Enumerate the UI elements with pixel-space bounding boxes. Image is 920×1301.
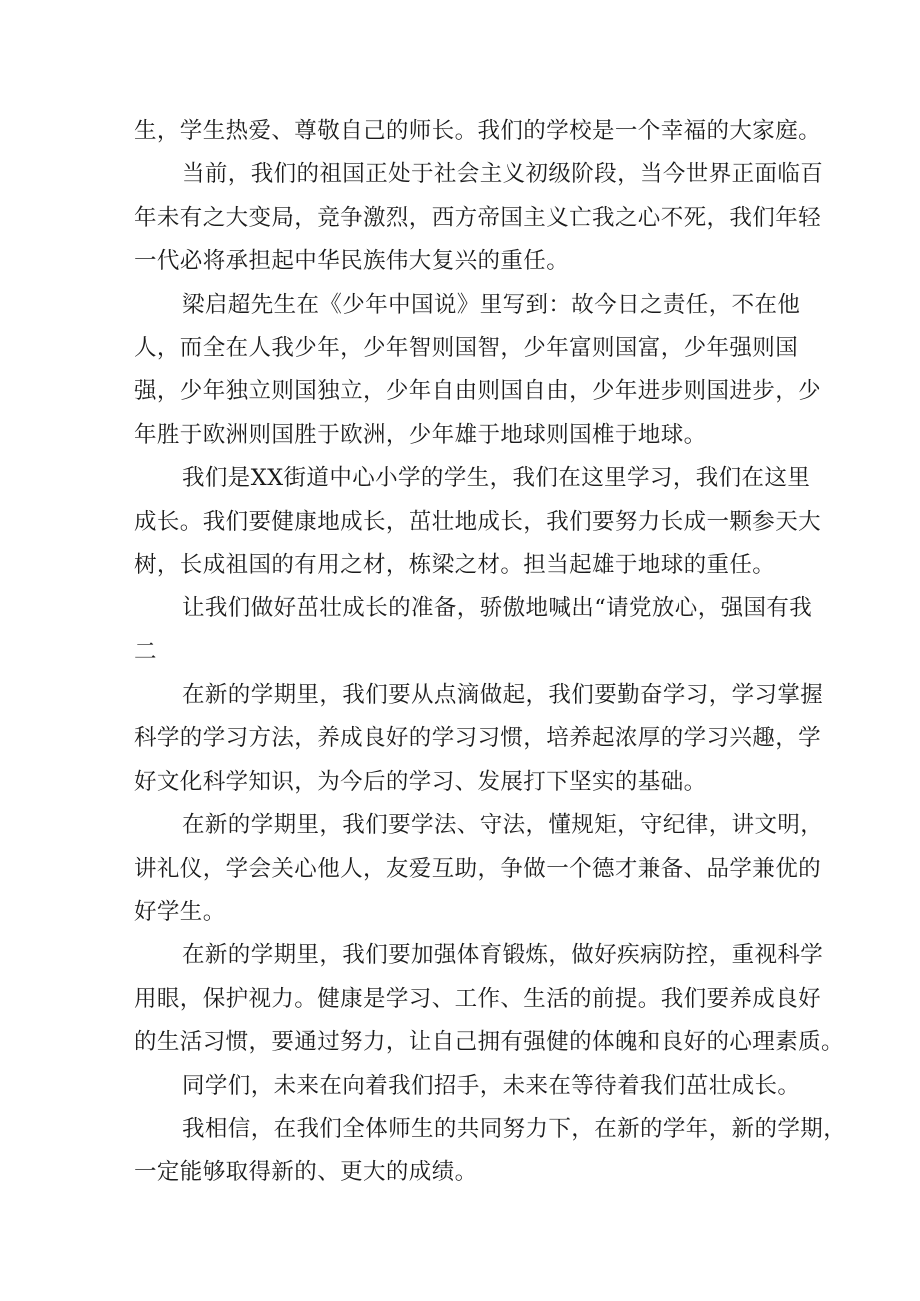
text-line: 好学生。 xyxy=(134,899,226,926)
text-line: 成长。我们要健康地成长，茁壮地成长，我们要努力长成一颗参天大 xyxy=(134,508,822,535)
text-line: 年胜于欧洲则国胜于欧洲，少年雄于地球则国椎于地球。 xyxy=(134,421,707,448)
text-line: 树，长成祖国的有用之材，栋梁之材。担当起雄于地球的重任。 xyxy=(134,551,776,578)
text-line: 年未有之大变局，竞争激烈，西方帝国主义亡我之心不死，我们年轻 xyxy=(134,204,822,231)
text-line: 生，学生热爱、尊敬自己的师长。我们的学校是一个幸福的大家庭。 xyxy=(134,118,822,144)
text-line: 强，少年独立则国独立，少年自由则国自由，少年进步则国进步，少 xyxy=(134,378,822,405)
text-line: 我相信，在我们全体师生的共同努力下，在新的学年，新的学期， xyxy=(182,1115,847,1142)
text-line: 二 xyxy=(134,638,157,665)
text-line: 好文化科学知识，为今后的学习、发展打下坚实的基础。 xyxy=(134,768,707,795)
text-line: 科学的学习方法，养成良好的学习习惯，培养起浓厚的学习兴趣，学 xyxy=(134,725,822,752)
text-line: 人，而全在人我少年，少年智则国智，少年富则国富，少年强则国 xyxy=(134,334,799,361)
text-line: 在新的学期里，我们要学法、守法，懂规矩，守纪律，讲文明， xyxy=(182,812,824,839)
document-body xyxy=(134,110,847,1195)
text-line: 一定能够取得新的、更大的成绩。 xyxy=(134,1159,478,1186)
text-line: 一代必将承担起中华民族伟大复兴的重任。 xyxy=(134,248,570,275)
text-line: 用眼，保护视力。健康是学习、工作、生活的前提。我们要养成良好 xyxy=(134,985,822,1012)
text-line: 的生活习惯，要通过努力，让自己拥有强健的体魄和良好的心理素质。 xyxy=(134,1029,844,1056)
text-line: 让我们做好茁壮成长的准备，骄傲地喊出“请党放心，强国有我 xyxy=(182,595,813,622)
text-line: 当前，我们的祖国正处于社会主义初级阶段，当今世界正面临百 xyxy=(182,161,824,188)
text-line: 我们是XX街道中心小学的学生，我们在这里学习，我们在这里 xyxy=(182,465,811,492)
text-line: 在新的学期里，我们要加强体育锻炼，做好疾病防控，重视科学 xyxy=(182,942,824,969)
text-line: 梁启超先生在《少年中国说》里写到：故今日之责任，不在他 xyxy=(182,291,801,318)
text-line: 讲礼仪，学会关心他人，友爱互助，争做一个德才兼备、品学兼优的 xyxy=(134,855,822,882)
text-line: 同学们，未来在向着我们招手，未来在等待着我们茁壮成长。 xyxy=(182,1072,801,1099)
text-line: 在新的学期里，我们要从点滴做起，我们要勤奋学习，学习掌握 xyxy=(182,682,824,709)
